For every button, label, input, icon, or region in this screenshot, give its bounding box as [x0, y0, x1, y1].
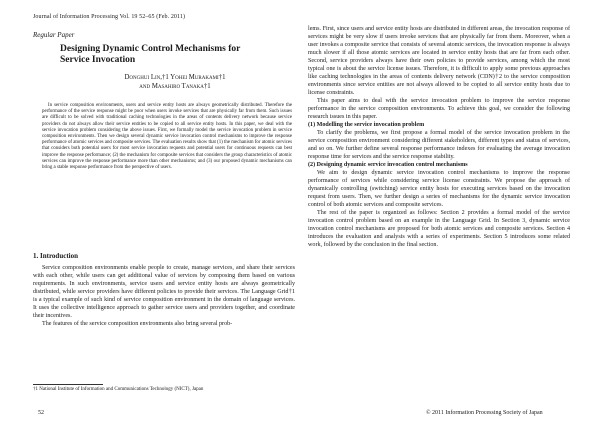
- copyright-notice: © 2011 Information Processing Society of Japan: [426, 410, 543, 416]
- page-number: 52: [38, 410, 44, 416]
- paragraph: Service composition environments enable people to create, manage services, and share their services with each other, while users can get additional value of services by composing them based on various requirements. In such environments, service users and service entity hosts are always geometrically distributed, while service providers have different policies to provide their services. The Language Grid†1 is a typical example of such kind of service composition environment in the domain of language services. It uses the collective intelligence approach to gather service users and providers together, and coordinate their incentives.: [33, 265, 295, 319]
- paragraph: The features of the service composition environments also bring several prob-: [42, 321, 233, 327]
- left-column-body: [33, 264, 295, 328]
- paragraph: We aim to design dynamic service invocation control mechanisms to improve the response performance of services while considering service license constraints. We propose the approach of dynamically controlling (switching) service entity hosts for executing services based on the invocation request from users. Then, we further design a series of mechanisms for the dynamic service invocation control of both atomic services and composite services.: [308, 170, 570, 208]
- subheading-designing: (2) Designing dynamic service invocation control mechanisms: [308, 162, 468, 168]
- journal-header: Journal of Information Processing Vol. 19 52–65 (Feb. 2011): [33, 14, 186, 20]
- abstract: In service composition environments, users and service entity hosts are always geometrically distributed. Therefore the performance of the service response might be poor when users invoke services that are physically far from them. Such issues are difficult to be solved with traditional caching technologies in the areas of contents delivery network because service providers do not always allow their service entities to be copied to all service entity hosts. In this paper, we deal with the service invocation problem considering the above issues. First, we formally model the service invocation problem in service composition environments. Then we design several dynamic service invocation control mechanisms to improve the response performance of atomic services and composite services. The evaluation results show that (1) the mechanism for atomic services that considers both potential users for most service invocation requests and potential users for continuous requests can best improve the response performance; (2) the mechanism for composite services that considers the group characteristics of atomic services can improve the response performance more than other mechanisms; and (3) our proposed dynamic mechanisms can bring a stable response performance from the perspective of users.: [42, 103, 292, 171]
- subheading-modelling: (1) Modelling the service invocation problem: [308, 122, 425, 128]
- author-line-1: Donghui Lin,†1 Yohei Murakami†1: [124, 74, 226, 81]
- paragraph: The rest of the paper is organized as follows: Section 2 provides a formal model of the service invocation control problem based on an example in the Language Grid. In Section 3, dynamic service invocation control mechanisms are proposed for both atomic services and composite services. Section 4 introduces the evaluation and analysis with a series of experiments. Section 5 introduces some related work, followed by the conclusion in the final section.: [308, 210, 570, 248]
- paragraph: lems. First, since users and service entity hosts are distributed in different areas, the invocation response of services might be very slow if users invoke services that are physically far from them. Moreover, when a user invokes a composite service that consists of several atomic services, the invocation response is always much slower if all those atomic services are located in service entity hosts that are far from each other. Second, service providers always have their own policies to provide services, among which the most typical one is about the service license issues. Therefore, it is difficult to apply some previous approaches like caching technologies in the areas of contents delivery network (CDN)†2 to the service composition environments since service entities are not always allowed to be copied to all service entity hosts due to license constraints.: [308, 26, 570, 96]
- author-list: [70, 73, 280, 91]
- paper-type-label: Regular Paper: [33, 31, 75, 39]
- paragraph: This paper aims to deal with the service invocation problem to improve the service response performance in the service composition environments. To achieve this goal, we consider the following research issues in this paper.: [308, 98, 570, 120]
- footnote-divider: [33, 384, 103, 385]
- section-heading-introduction: 1. Introduction: [33, 252, 78, 260]
- right-column-body: [308, 25, 570, 249]
- paragraph: To clarify the problems, we first propose a formal model of the service invocation problem in the service composition environment considering different stakeholders, different types and status of services, and so on. We further define several response performance indexes for evaluating the average invocation response time for services and the service response stability.: [308, 130, 570, 160]
- author-line-2: and Masahiro Tanaka†1: [139, 83, 211, 90]
- affiliation-footnote: †1 National Institute of Information and Communications Technology (NICT), Japan: [33, 387, 204, 392]
- paper-title: Designing Dynamic Control Mechanisms for Service Invocation: [60, 44, 241, 65]
